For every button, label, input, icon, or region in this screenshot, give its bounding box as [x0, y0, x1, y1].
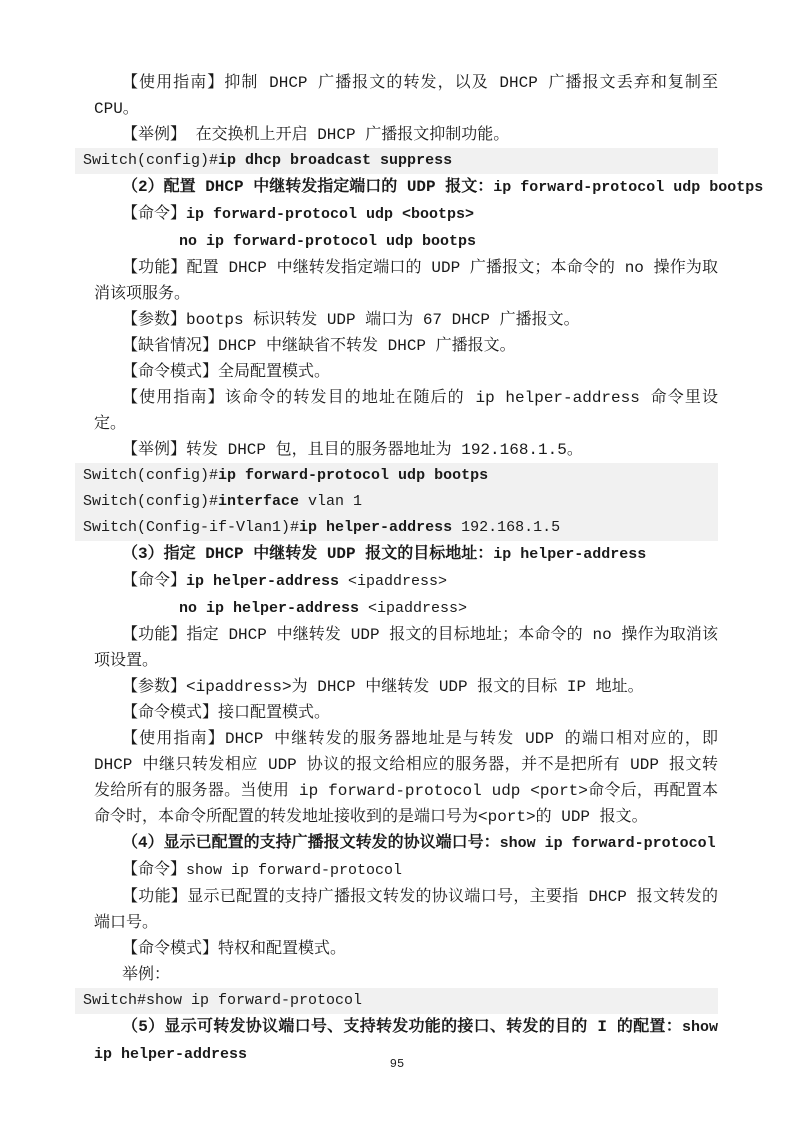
command-line-2 — [94, 201, 718, 228]
code-command: interface — [218, 493, 300, 510]
code-block-2 — [75, 463, 718, 541]
field-label: 【命令】 — [122, 572, 187, 590]
code-prompt: Switch(config)# — [83, 493, 219, 510]
code-command: ip helper-address — [299, 519, 453, 536]
paragraph-usage-guide-1: 【使用指南】抑制 DHCP 广播报文的转发，以及 DHCP 广播报文丢弃和复制至 CPU。 — [94, 74, 718, 118]
code-block-3 — [75, 988, 718, 1014]
heading-command: ip forward-protocol udp bootps — [493, 179, 764, 196]
heading-text: （2）配置 DHCP 中继转发指定端口的 UDP 报文： — [122, 178, 494, 196]
heading-command: show ip forward-protocol — [499, 835, 716, 852]
page-number: 95 — [389, 1057, 405, 1071]
code-prompt: Switch(config)# — [83, 467, 219, 484]
code-line — [83, 463, 718, 489]
paragraph-function-3: 【功能】指定 DHCP 中继转发 UDP 报文的目标地址；本命令的 no 操作为取消该项设置。 — [94, 626, 718, 670]
command-line-2-cont — [94, 228, 718, 255]
field-label: 【命令】 — [122, 861, 187, 879]
code-line — [83, 148, 718, 174]
paragraph-usage-guide-2: 【使用指南】该命令的转发目的地址在随后的 ip helper-address 命令里设定。 — [94, 389, 718, 433]
code-command: ip dhcp broadcast suppress — [218, 152, 453, 169]
heading-text: （5）显示可转发协议端口号、支持转发功能的接口、转发的目的 I 的配置： — [122, 1018, 682, 1036]
code-prompt: Switch(config)# — [83, 152, 219, 169]
section-heading-3 — [94, 541, 718, 568]
paragraph-mode-4: 【命令模式】特权和配置模式。 — [122, 940, 347, 958]
code-argument: vlan 1 — [299, 493, 363, 510]
command-text: ip helper-address — [186, 573, 349, 590]
paragraph-parameter-2: 【参数】bootps 标识转发 UDP 端口为 67 DHCP 广播报文。 — [122, 311, 580, 329]
command-line-3-cont — [94, 595, 718, 622]
field-label: 【命令】 — [122, 205, 187, 223]
command-text: ip forward-protocol udp <bootps> — [186, 206, 475, 223]
command-line-4 — [94, 857, 718, 884]
paragraph-function-4: 【功能】显示已配置的支持广播报文转发的协议端口号，主要指 DHCP 报文转发的端口号。 — [94, 888, 718, 932]
code-prompt: Switch#show ip forward-protocol — [83, 992, 363, 1009]
command-text: show ip forward-protocol — [186, 862, 403, 879]
heading-command: ip helper-address — [493, 546, 647, 563]
paragraph-example-2: 【举例】转发 DHCP 包，且目的服务器地址为 192.168.1.5。 — [122, 441, 583, 459]
code-line — [83, 988, 718, 1014]
section-heading-4 — [94, 830, 718, 857]
paragraph-mode-3: 【命令模式】接口配置模式。 — [122, 704, 331, 722]
paragraph-example-4: 举例： — [122, 966, 171, 984]
code-argument: 192.168.1.5 — [452, 519, 561, 536]
code-block-1 — [75, 148, 718, 174]
command-text: no ip forward-protocol udp bootps — [179, 233, 477, 250]
paragraph-example-1: 【举例】 在交换机上开启 DHCP 广播报文抑制功能。 — [122, 126, 510, 144]
code-command: ip forward-protocol udp bootps — [218, 467, 489, 484]
command-text: no ip helper-address — [179, 600, 369, 617]
heading-command: show ip helper-address — [94, 1019, 718, 1063]
paragraph-mode-2: 【命令模式】全局配置模式。 — [122, 363, 331, 381]
paragraph-function-2: 【功能】配置 DHCP 中继转发指定端口的 UDP 广播报文；本命令的 no 操作为取消该项服务。 — [94, 259, 718, 303]
paragraph-parameter-3: 【参数】<ipaddress>为 DHCP 中继转发 UDP 报文的目标 IP 地址。 — [122, 678, 644, 696]
page-content — [83, 70, 764, 1068]
code-line — [83, 515, 718, 541]
code-line — [83, 489, 718, 515]
heading-text: （4）显示已配置的支持广播报文转发的协议端口号： — [122, 834, 500, 852]
paragraph-default-2: 【缺省情况】DHCP 中继缺省不转发 DHCP 广播报文。 — [122, 337, 516, 355]
heading-text: （3）指定 DHCP 中继转发 UDP 报文的目标地址： — [122, 545, 494, 563]
command-line-3 — [94, 568, 718, 595]
command-argument: <ipaddress> — [348, 573, 448, 590]
paragraph-usage-guide-3: 【使用指南】DHCP 中继转发的服务器地址是与转发 UDP 的端口相对应的，即 DHCP 中继只转发相应 UDP 协议的报文给相应的服务器，并不是把所有 UDP 报文转发给所有的服务器。当使用 ip forward-protocol udp <port>命令后，再配置本命令时，本命令所配置的转发地址接收到的是端口号为<port>的 UDP 报文。 — [94, 730, 718, 826]
command-argument: <ipaddress> — [368, 600, 468, 617]
section-heading-2 — [94, 174, 764, 201]
code-prompt: Switch(Config-if-Vlan1)# — [83, 519, 300, 536]
